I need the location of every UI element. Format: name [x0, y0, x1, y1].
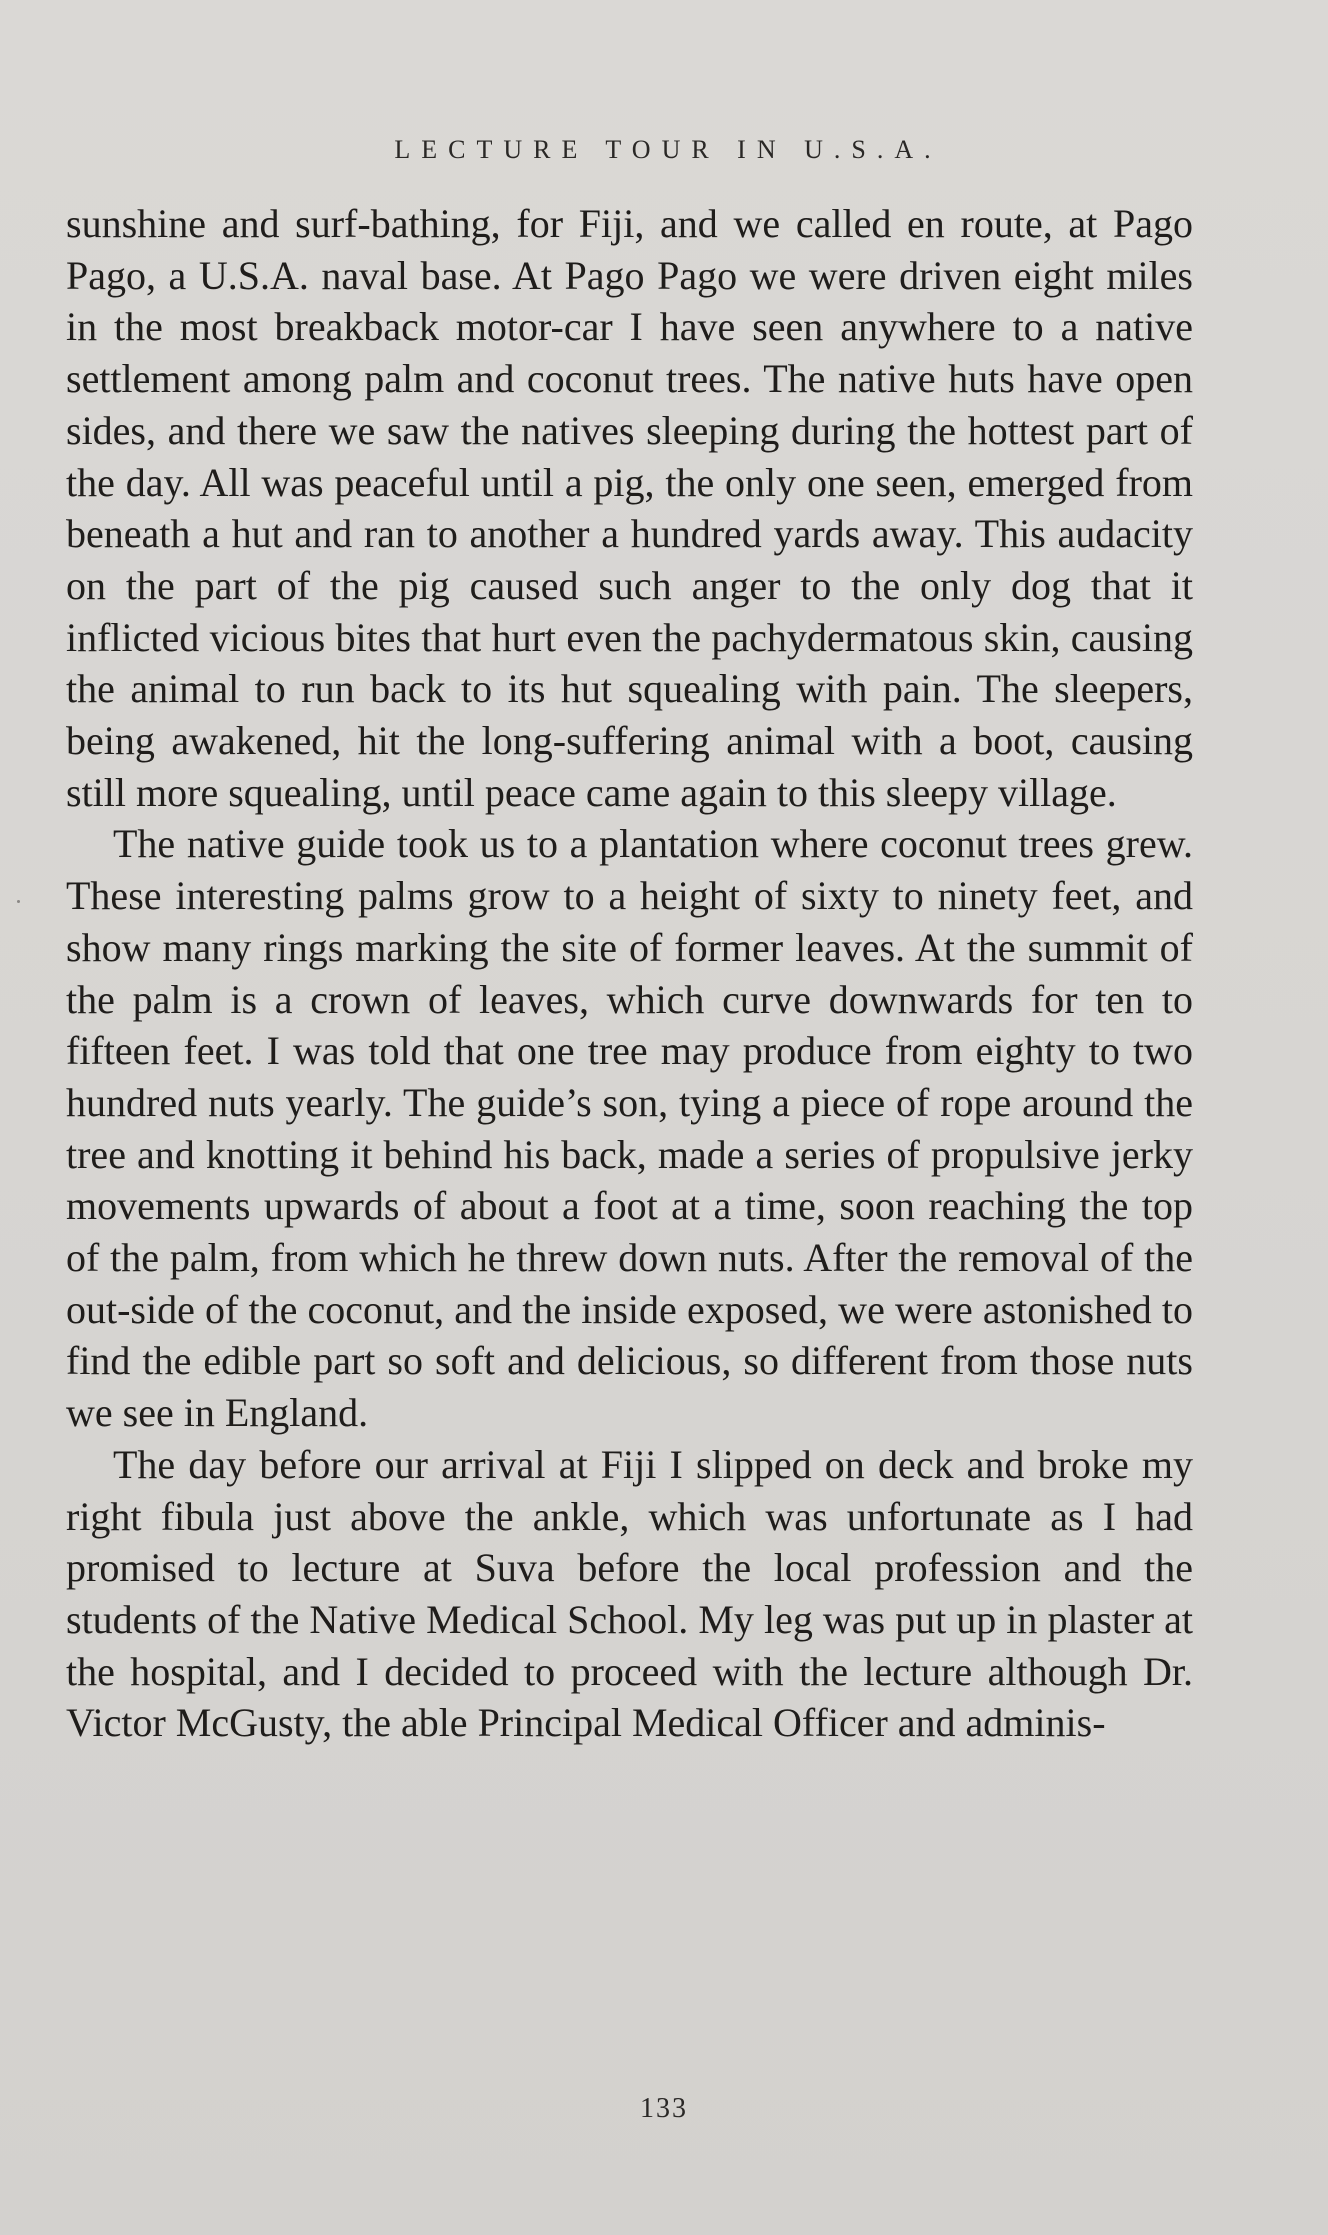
paragraph-3: The day before our arrival at Fiji I slipped on deck and broke my right fibula just above the ankle, which was unfortunate as I had promised to lecture at Suva before the local profession and the students of the Native Medical School. My leg was put up in plaster at the hospital, and I decided to proceed with the lecture although Dr. Victor McGusty, the able Principal Medical Officer and adminis-	[66, 1441, 1193, 1746]
paragraph-2: The native guide took us to a plantation where coconut trees grew. These interesting palms grow to a height of sixty to ninety feet, and show many rings marking the site of former leaves. At the summit of the palm is a crown of leaves, which curve downwards for ten to fifteen feet. I was told that one tree may produce from eighty to two hundred nuts yearly. The guide’s son, tying a piece of rope around the tree and knotting it behind his back, made a series of propulsive jerky movements upwards of about a foot at a time, soon reaching the top of the palm, from which he threw down nuts. After the removal of the out-side of the coconut, and the inside exposed, we were astonished to find the edible part so soft and delicious, so different from those nuts we see in England.	[66, 821, 1193, 1436]
page-number: 133	[640, 2093, 688, 2124]
paper-speck	[17, 900, 20, 903]
paragraph-1: sunshine and surf-bathing, for Fiji, and we called en route, at Pago Pago, a U.S.A. naval base. At Pago Pago we were driven eight miles in the most breakback motor-car I have seen anywhere to a native settlement among palm and coconut trees. The native huts have open sides, and there we saw the natives sleeping during the hottest part of the day. All was peaceful until a pig, the only one seen, emerged from beneath a hut and ran to another a hundred yards away. This audacity on the part of the pig caused such anger to the only dog that it inflicted vicious bites that hurt even the pachydermatous skin, causing the animal to run back to its hut squealing with pain. The sleepers, being awakened, hit the long-suffering animal with a boot, causing still more squealing, until peace came again to this sleepy village.	[66, 201, 1193, 815]
body-text	[66, 198, 1193, 1749]
running-head: LECTURE TOUR IN U.S.A.	[394, 135, 942, 164]
